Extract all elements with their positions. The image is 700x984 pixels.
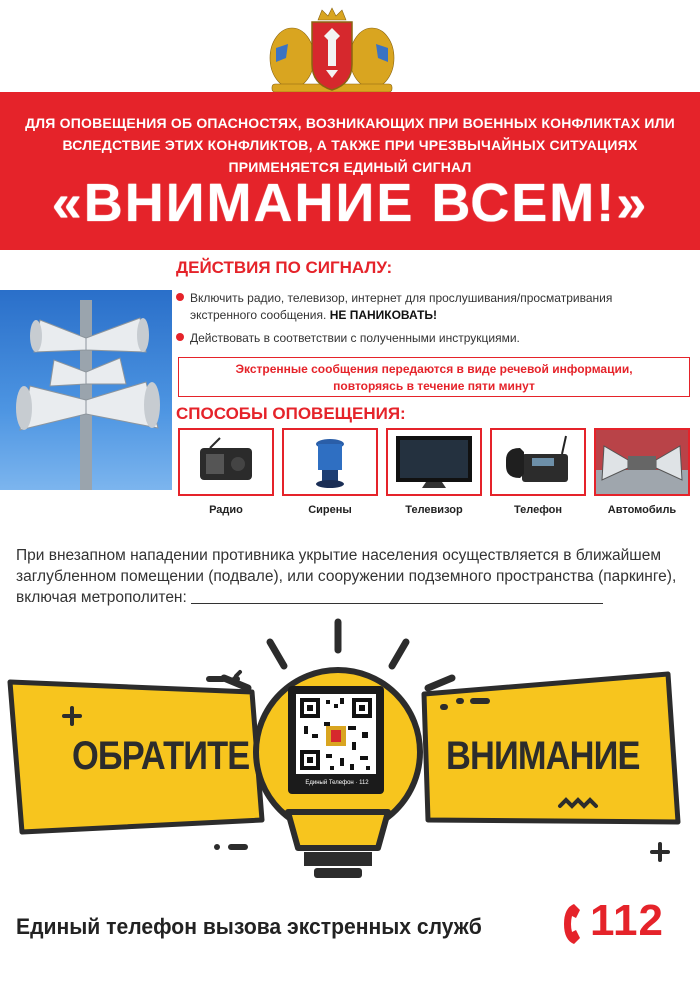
notice-line-2: повторяясь в течение пяти минут [333, 379, 535, 393]
phone-icon [492, 430, 584, 494]
qr-code-caption: Единый Телефон · 112 [305, 780, 369, 786]
method-label: Автомобиль [607, 504, 677, 516]
banner-title: «ВНИМАНИЕ ВСЕМ!» [51, 173, 649, 233]
action-2-text: Действовать в соответствии с полученными инструкциями. [190, 331, 520, 345]
tv-icon [388, 430, 480, 494]
emergency-notice-box [178, 357, 690, 397]
method-label: Сирены [308, 504, 352, 516]
attention-word-right: ВНИМАНИЕ [446, 734, 640, 778]
hotline-number: 112 [590, 896, 664, 945]
action-item-2 [176, 330, 688, 347]
action-1-line-1: Включить радио, телевизор, интернет для прослушивания/просматривания [190, 291, 613, 305]
method-phone [490, 428, 586, 516]
method-label: Телефон [513, 504, 563, 516]
methods-heading: СПОСОБЫ ОПОВЕЩЕНИЯ: [176, 404, 406, 423]
action-1-line-2: экстренного сообщения. [190, 308, 327, 322]
banner-subtitle: ДЛЯ ОПОВЕЩЕНИЯ ОБ ОПАСНОСТЯХ, ВОЗНИКАЮЩИХ ПРИ ВОЕННЫХ КОНФЛИКТАХ ИЛИ ВСЛЕДСТВИЕ ЭТИХ КОНФЛИКТОВ, А ТАКЖЕ ПРИ ЧРЕЗВЫЧАЙНЫХ СИТУАЦИЯХ ПРИМЕНЯЕТСЯ ЕДИНЫЙ СИГНАЛ [25, 115, 675, 175]
shelter-text: При внезапном нападении противника укрытие населения осуществляется в ближайшем заглубленном помещении (подвале), или сооружении подземного пространства (паркинге), включая метрополитен: [16, 547, 677, 606]
phone-handset-icon [560, 902, 592, 946]
siren-tower-photo [0, 290, 172, 490]
actions-heading: ДЕЙСТВИЯ ПО СИГНАЛУ: [176, 258, 393, 277]
method-sirens [282, 428, 378, 516]
car-loudspeaker-icon [596, 430, 688, 494]
radio-icon [180, 430, 272, 494]
bullet-icon [176, 293, 184, 301]
method-label: Радио [209, 504, 243, 516]
siren-icon [284, 430, 376, 494]
alert-banner [0, 92, 700, 250]
action-item-1 [176, 290, 688, 324]
method-radio [178, 428, 274, 516]
method-car [594, 428, 690, 516]
fill-in-line [191, 590, 603, 604]
shelter-instructions [16, 545, 696, 608]
hotline-label: Единый телефон вызова экстренных служб [16, 914, 482, 939]
method-label: Телевизор [405, 504, 463, 516]
method-tv [386, 428, 482, 516]
bullet-icon [176, 333, 184, 341]
action-1-emphasis: НЕ ПАНИКОВАТЬ! [329, 308, 438, 322]
attention-word-left: ОБРАТИТЕ [72, 734, 250, 778]
notice-line-1: Экстренные сообщения передаются в виде речевой информации, [235, 362, 633, 376]
coat-of-arms-emblem [262, 6, 402, 94]
